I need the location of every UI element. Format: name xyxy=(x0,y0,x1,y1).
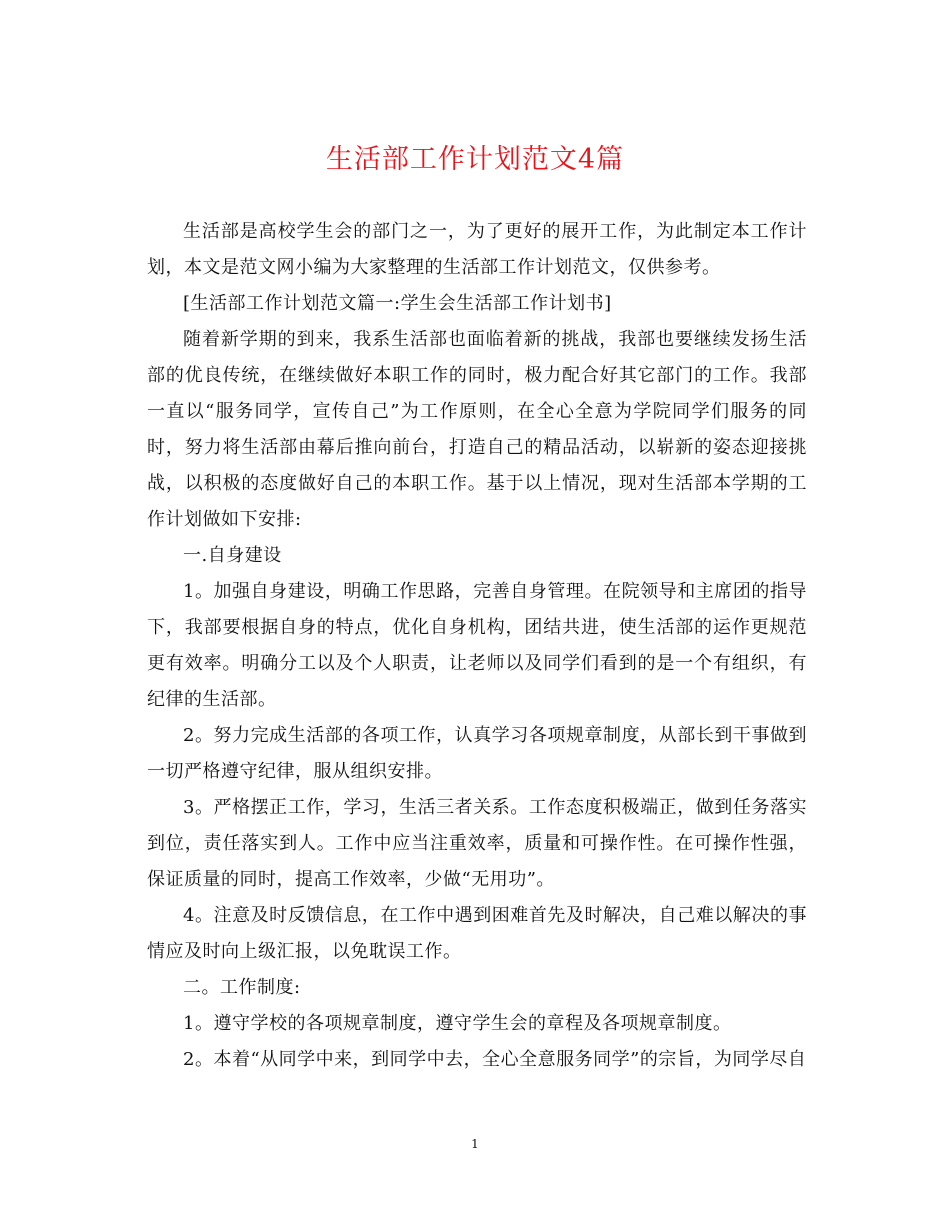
document-title: 生活部工作计划范文4篇 xyxy=(325,144,625,175)
paragraph-overview: 随着新学期的到来，我系生活部也面临着新的挑战，我部也要继续发扬生活部的优良传统，在继续做好本职工作的同时，极力配合好其它部门的工作。我部一直以“服务同学，宣传自己”为工作原则，在全心全意为学院同学们服务的同时，努力将生活部由幕后推向前台，打造自己的精品活动，以崭新的姿态迎接挑战，以积极的态度做好自己的本职工作。基于以上情况，现对生活部本学期的工作计划做如下安排: xyxy=(147,329,807,530)
paragraph-intro: 生活部是高校学生会的部门之一，为了更好的展开工作，为此制定本工作计划，本文是范文网小编为大家整理的生活部工作计划范文，仅供参考。 xyxy=(147,221,807,278)
paragraph-item-1: 1。加强自身建设，明确工作思路，完善自身管理。在院领导和主席团的指导下，我部要根据自身的特点，优化自身机构，团结共进，使生活部的运作更规范更有效率。明确分工以及个人职责，让老师以及同学们看到的是一个有组织，有纪律的生活部。 xyxy=(147,581,807,710)
paragraph-heading-self-building: 一.自身建设 xyxy=(183,545,282,566)
document-body xyxy=(147,214,807,1078)
paragraph-item-4: 4。注意及时反馈信息，在工作中遇到困难首先及时解决，自己难以解决的事情应及时向上级汇报，以免耽误工作。 xyxy=(147,905,807,962)
paragraph-section-heading: [生活部工作计划范文篇一:学生会生活部工作计划书] xyxy=(183,293,612,314)
paragraph-item-2: 2。努力完成生活部的各项工作，认真学习各项规章制度，从部长到干事做到一切严格遵守纪律，服从组织安排。 xyxy=(147,725,807,782)
paragraph-rule-1: 1。遵守学校的各项规章制度，遵守学生会的章程及各项规章制度。 xyxy=(183,1013,732,1034)
paragraph-heading-work-system: 二。工作制度: xyxy=(183,977,301,998)
paragraph-rule-2: 2。本着“从同学中来，到同学中去，全心全意服务同学”的宗旨，为同学尽自 xyxy=(183,1049,807,1070)
page-number: 1 xyxy=(471,1137,479,1151)
paragraph-item-3: 3。严格摆正工作，学习，生活三者关系。工作态度积极端正，做到任务落实到位，责任落实到人。工作中应当注重效率，质量和可操作性。在可操作性强，保证质量的同时，提高工作效率，少做“无用功”。 xyxy=(147,797,807,890)
